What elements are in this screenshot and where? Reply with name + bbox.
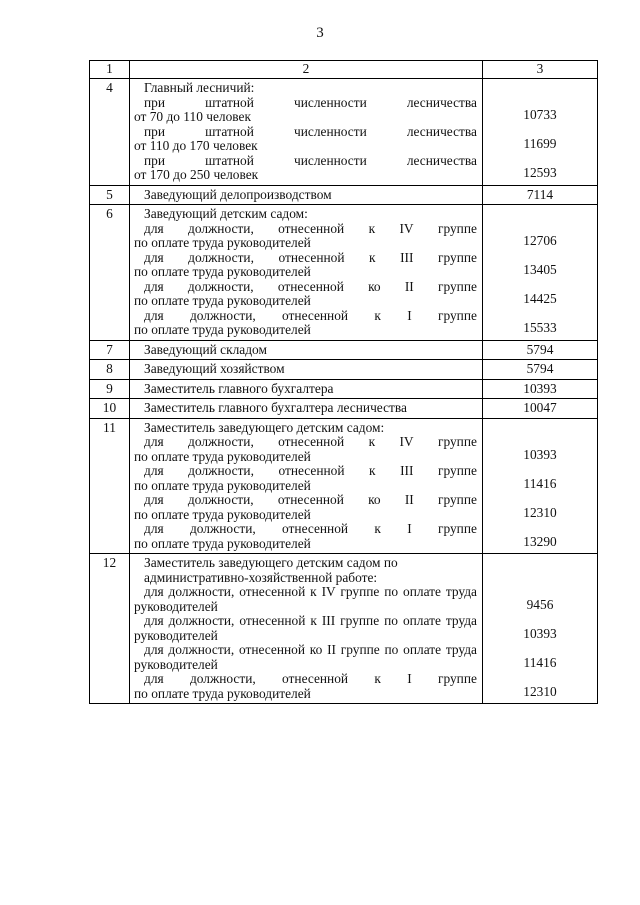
row-value: 5794 [526, 361, 554, 376]
item-line-second: по оплате труда руководителей [134, 506, 311, 522]
item-line-first [134, 464, 477, 479]
item-line-first [134, 309, 477, 324]
row-value-cell [483, 360, 598, 380]
row-value-cell [483, 185, 598, 205]
row-value-cell [483, 399, 598, 419]
item-word: отнесенной [278, 220, 345, 236]
table-row [90, 399, 598, 419]
list-item [134, 585, 477, 614]
item-word: лесничества [406, 123, 477, 139]
item-word: отнесенной [277, 278, 344, 294]
item-word: лесничества [406, 94, 477, 110]
item-word: к [368, 220, 376, 236]
row-description [130, 340, 483, 360]
item-word: для [144, 307, 164, 323]
item-word: при [144, 152, 166, 168]
item-value: 12593 [523, 165, 557, 180]
list-item [134, 125, 477, 154]
item-word: для [144, 671, 164, 686]
row-title: Заместитель главного бухгалтера [144, 380, 334, 396]
table-row [90, 185, 598, 205]
item-word: для [144, 492, 164, 507]
item-text: для должности, отнесенной ко II группе по оплате труда руководителей [134, 642, 477, 672]
item-word: к [374, 521, 381, 536]
item-word: численности [293, 123, 367, 139]
item-word: численности [293, 94, 367, 110]
row-title: Заведующий делопроизводством [144, 186, 332, 202]
row-description [130, 79, 483, 186]
item-value: 14425 [523, 291, 557, 306]
item-word: штатной [205, 152, 254, 168]
item-line-first [134, 154, 477, 169]
item-word: должности, [188, 463, 254, 478]
row-number: 11 [90, 418, 130, 554]
item-line-first [134, 435, 477, 450]
table-row [90, 340, 598, 360]
row-value: 7114 [526, 186, 554, 202]
row-value-cell [483, 554, 598, 704]
item-word: к [368, 434, 376, 449]
row-title: Заведующий хозяйством [144, 361, 285, 376]
item-word: II [404, 278, 414, 294]
item-line-second: от 170 до 250 человек [134, 167, 259, 182]
row-value-cell [483, 340, 598, 360]
item-word: отнесенной [282, 307, 349, 323]
list-item [134, 643, 477, 672]
item-word: должности, [188, 249, 254, 265]
item-word: II [404, 492, 414, 507]
item-word: группе [437, 278, 477, 294]
row-value: 10393 [523, 380, 557, 396]
item-word: штатной [205, 94, 254, 110]
item-line-second: по оплате труда руководителей [134, 322, 311, 337]
item-word: должности, [188, 434, 254, 449]
item-word: для [144, 434, 164, 449]
row-title: Главный лесничий: [144, 80, 255, 95]
row-number: 12 [90, 554, 130, 704]
item-word: ко [368, 492, 381, 507]
item-value: 12310 [523, 504, 557, 520]
row-number: 6 [90, 205, 130, 341]
item-text: для должности, отнесенной к III группе по оплате труда руководителей [134, 613, 477, 643]
item-word: I [407, 671, 412, 686]
item-word: группе [437, 521, 477, 536]
item-line-first [134, 493, 477, 508]
item-word: для [144, 220, 164, 236]
item-word: группе [437, 434, 477, 449]
item-word: лесничества [406, 152, 477, 168]
item-word: отнесенной [282, 521, 349, 536]
item-word: IV [399, 220, 414, 236]
row-description [130, 360, 483, 380]
row-number: 5 [90, 185, 130, 205]
item-word: должности, [189, 307, 256, 323]
item-value: 11699 [523, 136, 557, 151]
item-word: для [144, 521, 164, 536]
item-line-second: по оплате труда руководителей [134, 448, 311, 464]
item-line-first [134, 280, 477, 295]
table-row [90, 205, 598, 341]
item-word: должности, [187, 492, 254, 507]
item-line-first [134, 251, 477, 266]
header-row [90, 61, 598, 79]
row-title: Заведующий детским садом: [144, 206, 308, 221]
item-word: отнесенной [282, 671, 349, 686]
row-title: Заместитель главного бухгалтера лесничества [144, 400, 407, 415]
row-description [130, 418, 483, 554]
row-value-cell [483, 418, 598, 554]
item-value: 13290 [523, 533, 557, 549]
item-value: 15533 [523, 320, 557, 335]
item-line-second: по оплате труда руководителей [134, 264, 311, 279]
item-word: должности, [188, 220, 254, 236]
salary-table [89, 60, 598, 704]
row-description [130, 379, 483, 399]
row-value-cell [483, 379, 598, 399]
row-title: Заместитель заведующего детским садом по административно-хозяйственной работе: [144, 555, 398, 585]
item-line-second: от 110 до 170 человек [134, 138, 258, 153]
item-word: к [369, 249, 376, 265]
item-value: 10393 [523, 446, 557, 462]
item-value: 10393 [523, 625, 557, 641]
list-item [134, 464, 477, 493]
row-number: 10 [90, 399, 130, 419]
item-word: группе [437, 307, 477, 323]
list-item [134, 522, 477, 551]
item-word: III [400, 463, 414, 478]
item-value: 10733 [523, 107, 557, 122]
item-word: должности, [189, 671, 256, 686]
row-title: Заместитель заведующего детским садом: [144, 419, 385, 435]
item-word: для [144, 278, 164, 294]
item-word: группе [437, 463, 477, 478]
table-row [90, 360, 598, 380]
item-word: I [407, 307, 412, 323]
item-word: I [407, 521, 412, 536]
item-word: к [374, 307, 381, 323]
item-line-second: по оплате труда руководителей [134, 685, 311, 701]
item-value: 11416 [523, 475, 557, 491]
item-word: III [400, 249, 414, 265]
item-line-second: по оплате труда руководителей [134, 235, 311, 250]
item-word: отнесенной [278, 434, 345, 449]
row-title: Заведующий складом [144, 341, 267, 357]
list-item [134, 96, 477, 125]
item-word: отнесенной [277, 492, 344, 507]
list-item [134, 672, 477, 701]
list-item [134, 614, 477, 643]
item-word: группе [437, 249, 477, 265]
item-word: при [144, 123, 166, 139]
item-value: 12310 [523, 683, 557, 699]
list-item [134, 251, 477, 280]
item-word: отнесенной [278, 249, 345, 265]
header-col-2: 2 [130, 61, 483, 79]
row-number: 4 [90, 79, 130, 186]
item-word: группе [437, 220, 477, 236]
item-value: 9456 [526, 596, 554, 612]
item-line-first [134, 222, 477, 237]
table-row [90, 418, 598, 554]
list-item [134, 435, 477, 464]
row-description [130, 554, 483, 704]
item-line-first [134, 125, 477, 140]
row-description [130, 185, 483, 205]
header-col-1: 1 [90, 61, 130, 79]
list-item [134, 280, 477, 309]
row-description [130, 399, 483, 419]
header-col-3: 3 [483, 61, 598, 79]
item-line-first [134, 672, 477, 687]
table-body [90, 79, 598, 704]
item-line-first [134, 522, 477, 537]
item-line-second: от 70 до 110 человек [134, 109, 251, 124]
item-word: ко [368, 278, 381, 294]
table-row [90, 79, 598, 186]
item-word: численности [293, 152, 367, 168]
item-word: отнесенной [278, 463, 345, 478]
row-description [130, 205, 483, 341]
item-word: штатной [205, 123, 254, 139]
row-value: 5794 [526, 341, 554, 357]
item-word: группе [437, 492, 477, 507]
item-value: 11416 [523, 654, 557, 670]
item-value: 12706 [523, 233, 557, 248]
page-number: 3 [316, 25, 324, 41]
row-number: 7 [90, 340, 130, 360]
item-word: к [369, 463, 376, 478]
list-item [134, 222, 477, 251]
item-line-second: по оплате труда руководителей [134, 293, 311, 308]
item-word: к [374, 671, 381, 686]
list-item [134, 493, 477, 522]
item-word: для [144, 463, 164, 478]
item-word: IV [399, 434, 414, 449]
item-value: 13405 [523, 262, 557, 277]
list-item [134, 154, 477, 183]
item-word: для [144, 249, 164, 265]
row-number: 8 [90, 360, 130, 380]
item-word: должности, [187, 278, 254, 294]
item-line-first [134, 96, 477, 111]
item-text: для должности, отнесенной к IV группе по оплате труда руководителей [134, 584, 477, 614]
table-row [90, 554, 598, 704]
item-line-second: по оплате труда руководителей [134, 477, 311, 493]
item-word: группе [437, 671, 477, 686]
row-value: 10047 [523, 400, 557, 415]
list-item [134, 309, 477, 338]
row-number: 9 [90, 379, 130, 399]
row-value-cell [483, 79, 598, 186]
row-value-cell [483, 205, 598, 341]
item-line-second: по оплате труда руководителей [134, 535, 311, 551]
table-row [90, 379, 598, 399]
item-word: при [144, 94, 166, 110]
item-word: должности, [189, 521, 256, 536]
